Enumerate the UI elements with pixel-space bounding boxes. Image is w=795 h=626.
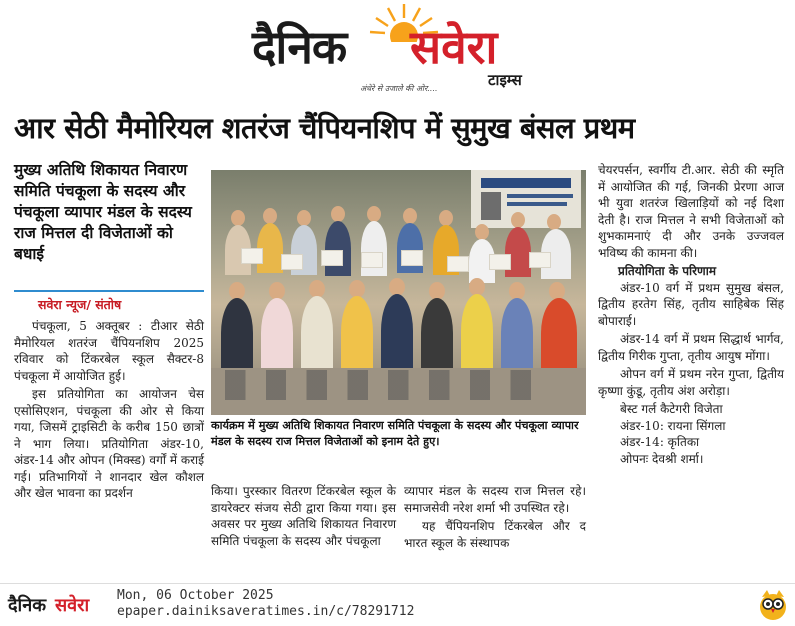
best-girl-open: ओपनः देवश्री शर्मा। [620, 451, 704, 466]
result-open: ओपन वर्ग में प्रथम नरेन गुप्ता, द्वितीय कृष्णा कुंडू, तृतीय अंश अरोड़ा। [598, 367, 784, 398]
col4-para-1: चेयरपर्सन, स्वर्गीय टी.आर. सेठी की स्मृति में आयोजित की गई, जिनकी प्रेरणा आज भी युवा शतरंज खिलाड़ियों को नई दिशा देती है। राज मित्तल ने सभी विजेताओं को शुभकामनाएं दी और उनके उज्जवल भविष्य की कामना की। [598, 163, 784, 260]
footer-date: Mon, 06 October 2025 [117, 588, 274, 603]
subhead: मुख्य अतिथि शिकायत निवारण समिति पंचकूला के सदस्य और पंचकूला व्यापार मंडल के सदस्य राज मित्तल दी विजेताओं को बधाई [14, 161, 192, 263]
byline: सवेरा न्यूज/ संतोष [38, 297, 122, 312]
owl-logo-icon [758, 588, 788, 621]
news-photo [211, 170, 586, 415]
best-girl-under-14: अंडर-14: कृतिका [620, 435, 700, 449]
masthead-tagline: अंधेरे से उजाले की ओर.... [360, 84, 438, 93]
welcome-banner [471, 170, 581, 228]
masthead-times: टाइम्स [488, 71, 522, 89]
masthead-dainik: दैनिक [252, 20, 347, 74]
results-heading: प्रतियोगिता के परिणाम [618, 264, 717, 278]
col1-para-2: इस प्रतियोगिता का आयोजन चेस एसोसिएशन, पंचकूला की ओर से किया गया, जिसमें ट्राइसिटी के करीब 150 छात्रों ने भाग लिया। प्रतियोगिता अंडर-10, अंडर-14 और ओपन (मिक्स्ड) वर्गों में कराई गई। प्रतिभागियों ने शानदार खेल कौशल और खेल भावना का प्रदर्शन [14, 387, 204, 500]
col3-para-2: यह चैंपियनशिप टिंकरबेल और द भारत स्कूल के संस्थापक [404, 519, 586, 550]
photo-caption: कार्यक्रम में मुख्य अतिथि शिकायत निवारण समिति पंचकूला के सदस्य और पंचकूला व्यापार मंडल के सदस्य राज मित्तल विजेताओं को इनाम देते हुए। [211, 419, 579, 448]
column-4 [598, 162, 784, 467]
result-under-10: अंडर-10 वर्ग में प्रथम सुमुख बंसल, द्वितीय हरतेग सिंह, तृतीय साहिबेक सिंह बोपाराई। [598, 280, 784, 328]
subhead-rule [14, 290, 204, 292]
footer-url-link[interactable]: epaper.dainiksaveratimes.in/c/78291712 [117, 604, 415, 619]
best-girl-heading: बेस्ट गर्ल कैटेगरी विजेता [620, 402, 723, 416]
column-3 [404, 483, 586, 551]
result-under-14: अंडर-14 वर्ग में प्रथम सिद्धार्थ भार्गव, द्वितीय गिरीक गुप्ता, तृतीय आयुष मोंगा। [598, 332, 784, 363]
headline: आर सेठी मैमोरियल शतरंज चैंपियनशिप में सुमुख बंसल प्रथम [14, 111, 635, 145]
column-1 [14, 318, 204, 502]
col3-para-1: व्यापार मंडल के सदस्य राज मित्तल रहे। समाजसेवी नरेश शर्मा भी उपस्थित रहे। [404, 484, 586, 515]
column-2 [211, 483, 396, 549]
footer-logo-dainik: दैनिक [8, 595, 47, 616]
masthead-savera: सवेरा [410, 20, 498, 74]
best-girl-under-10: अंडर-10: रायना सिंगला [620, 418, 726, 433]
col1-para-1: पंचकूला, 5 अक्तूबर : टीआर सेठी मैमोरियल शतरंज चैंपियनशिप 2025 रविवार को टिंकरबेल स्कूल सैक्टर-8 पंचकूला में आयोजित हुई। [14, 319, 204, 383]
col2-para: किया। पुरस्कार वितरण टिंकरबेल स्कूल के डायरेक्टर संजय सेठी द्वारा किया गया। इस अवसर पर मुख्य अतिथि शिकायत निवारण समिति पंचकूला के सदस्य और पंचकूला [211, 484, 396, 548]
masthead [0, 0, 795, 100]
footer-logo-savera: सवेरा [55, 595, 90, 616]
